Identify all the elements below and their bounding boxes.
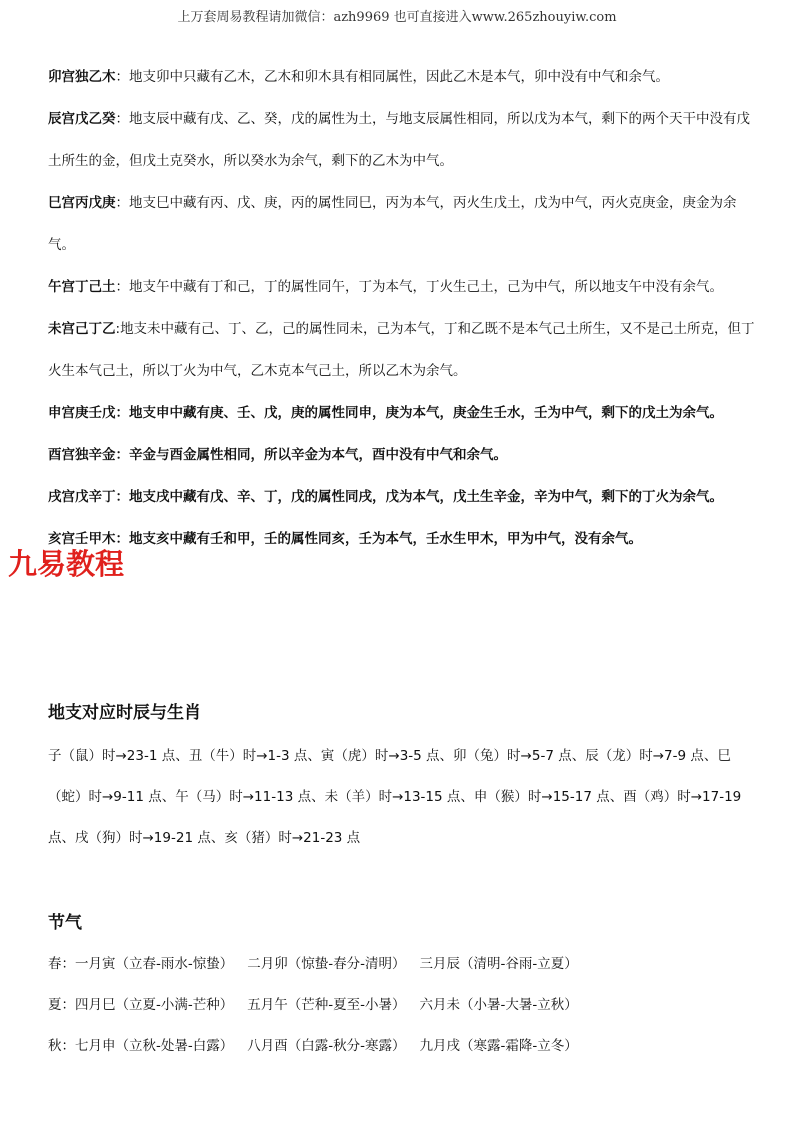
branch-term: 亥宫壬甲木 (48, 531, 116, 547)
separator: ： (115, 195, 129, 211)
branch-term: 酉宫独辛金 (48, 447, 116, 463)
branch-description: 地支卯中只藏有乙木，乙木和卯木具有相同属性，因此乙木是本气，卯中没有中气和余气。 (129, 69, 669, 85)
separator: ： (115, 531, 129, 547)
branch-description: 辛金与酉金属性相同，所以辛金为本气，酉中没有中气和余气。 (129, 447, 507, 463)
month-entry: 七月申（立秋-处暑-白露） (75, 1038, 234, 1054)
branch-paragraph-you (48, 434, 758, 476)
branch-description: 地支戌中藏有戊、辛、丁，戊的属性同戌，戊为本气，戊土生辛金，辛为中气，剩下的丁火为余气。 (129, 489, 723, 505)
branch-paragraph-shen (48, 392, 758, 434)
branch-description: 地支未中藏有己、丁、乙，己的属性同未，己为本气，丁和乙既不是本气己土所生，又不是己土所克，但丁火生本气己土，所以丁火为中气，乙木克本气己土，所以乙木为余气。 (48, 321, 755, 379)
header-banner (0, 6, 794, 25)
season-label: 春： (48, 956, 75, 972)
branch-term: 未宫己丁乙 (48, 321, 116, 337)
separator: ： (115, 69, 129, 85)
month-entry: 四月巳（立夏-小满-芒种） (75, 997, 234, 1013)
season-row-spring (48, 944, 758, 985)
month-entry: 八月酉（白露-秋分-寒露） (247, 1038, 406, 1054)
month-entry: 五月午（芒种-夏至-小暑） (247, 997, 406, 1013)
branch-description: 地支亥中藏有壬和甲，壬的属性同亥，壬为本气，壬水生甲木，甲为中气，没有余气。 (129, 531, 642, 547)
branch-paragraph-wei (48, 308, 758, 392)
branch-paragraph-si (48, 182, 758, 266)
branch-description: 地支辰中藏有戊、乙、癸，戊的属性为土，与地支辰属性相同，所以戊为本气，剩下的两个天干中没有戊土所生的金，但戊土克癸水，所以癸水为余气，剩下的乙木为中气。 (48, 111, 750, 169)
branch-term: 辰宫戊乙癸 (48, 111, 116, 127)
month-entry: 三月辰（清明-谷雨-立夏） (419, 956, 578, 972)
branch-paragraph-xu (48, 476, 758, 518)
branch-paragraph-chen (48, 98, 758, 182)
season-label: 秋： (48, 1038, 75, 1054)
header-url-link[interactable]: www.265zhouyiw.com (471, 10, 617, 25)
separator: ： (115, 489, 129, 505)
branch-description: 地支申中藏有庚、壬、戊，庚的属性同申，庚为本气，庚金生壬水，壬为中气，剩下的戊土为余气。 (129, 405, 723, 421)
branch-description: 地支巳中藏有丙、戊、庚，丙的属性同巳，丙为本气，丙火生戊土，戊为中气，丙火克庚金，庚金为余气。 (48, 195, 737, 253)
month-entry: 一月寅（立春-雨水-惊蛰） (75, 956, 234, 972)
branch-paragraph-wu (48, 266, 758, 308)
separator: ： (115, 279, 129, 295)
branch-term: 申宫庚壬戊 (48, 405, 116, 421)
separator: ： (115, 405, 129, 421)
season-row-autumn (48, 1026, 758, 1067)
section-title-solar-terms: 节气 (48, 913, 82, 933)
month-entry: 六月未（小暑-大暑-立秋） (419, 997, 578, 1013)
branch-list (48, 56, 758, 560)
season-label: 夏： (48, 997, 75, 1013)
separator: ： (115, 111, 129, 127)
branch-description: 地支午中藏有丁和己，丁的属性同午，丁为本气，丁火生己土，己为中气，所以地支午中没有余气。 (129, 279, 723, 295)
watermark-logo: 九易教程 (8, 547, 125, 581)
section-title-hours: 地支对应时辰与生肖 (48, 703, 201, 723)
solar-terms-list (48, 944, 758, 1067)
header-banner-text: 上万套周易教程请加微信：azh9969 也可直接进入 (177, 10, 472, 25)
branch-paragraph-mao (48, 56, 758, 98)
branch-paragraph-hai (48, 518, 758, 560)
hours-paragraph: 子（鼠）时→23-1 点、丑（牛）时→1-3 点、寅（虎）时→3-5 点、卯（兔）时→5-7 点、辰（龙）时→7-9 点、巳（蛇）时→9-11 点、午（马）时→11-13 点、未（羊）时→13-15 点、申（猴）时→15-17 点、酉（鸡）时→17-19 点、戌（狗）时→19-21 点、亥（猪）时→21-23 点 (48, 748, 742, 846)
branch-term: 巳宫丙戊庚 (48, 195, 116, 211)
month-entry: 二月卯（惊蛰-春分-清明） (247, 956, 406, 972)
branch-term: 午宫丁己土 (48, 279, 116, 295)
separator: ： (115, 447, 129, 463)
season-row-summer (48, 985, 758, 1026)
month-entry: 九月戌（寒露-霜降-立冬） (419, 1038, 578, 1054)
branch-term: 戌宫戊辛丁 (48, 489, 116, 505)
branch-term: 卯宫独乙木 (48, 69, 116, 85)
separator: : (115, 321, 121, 337)
